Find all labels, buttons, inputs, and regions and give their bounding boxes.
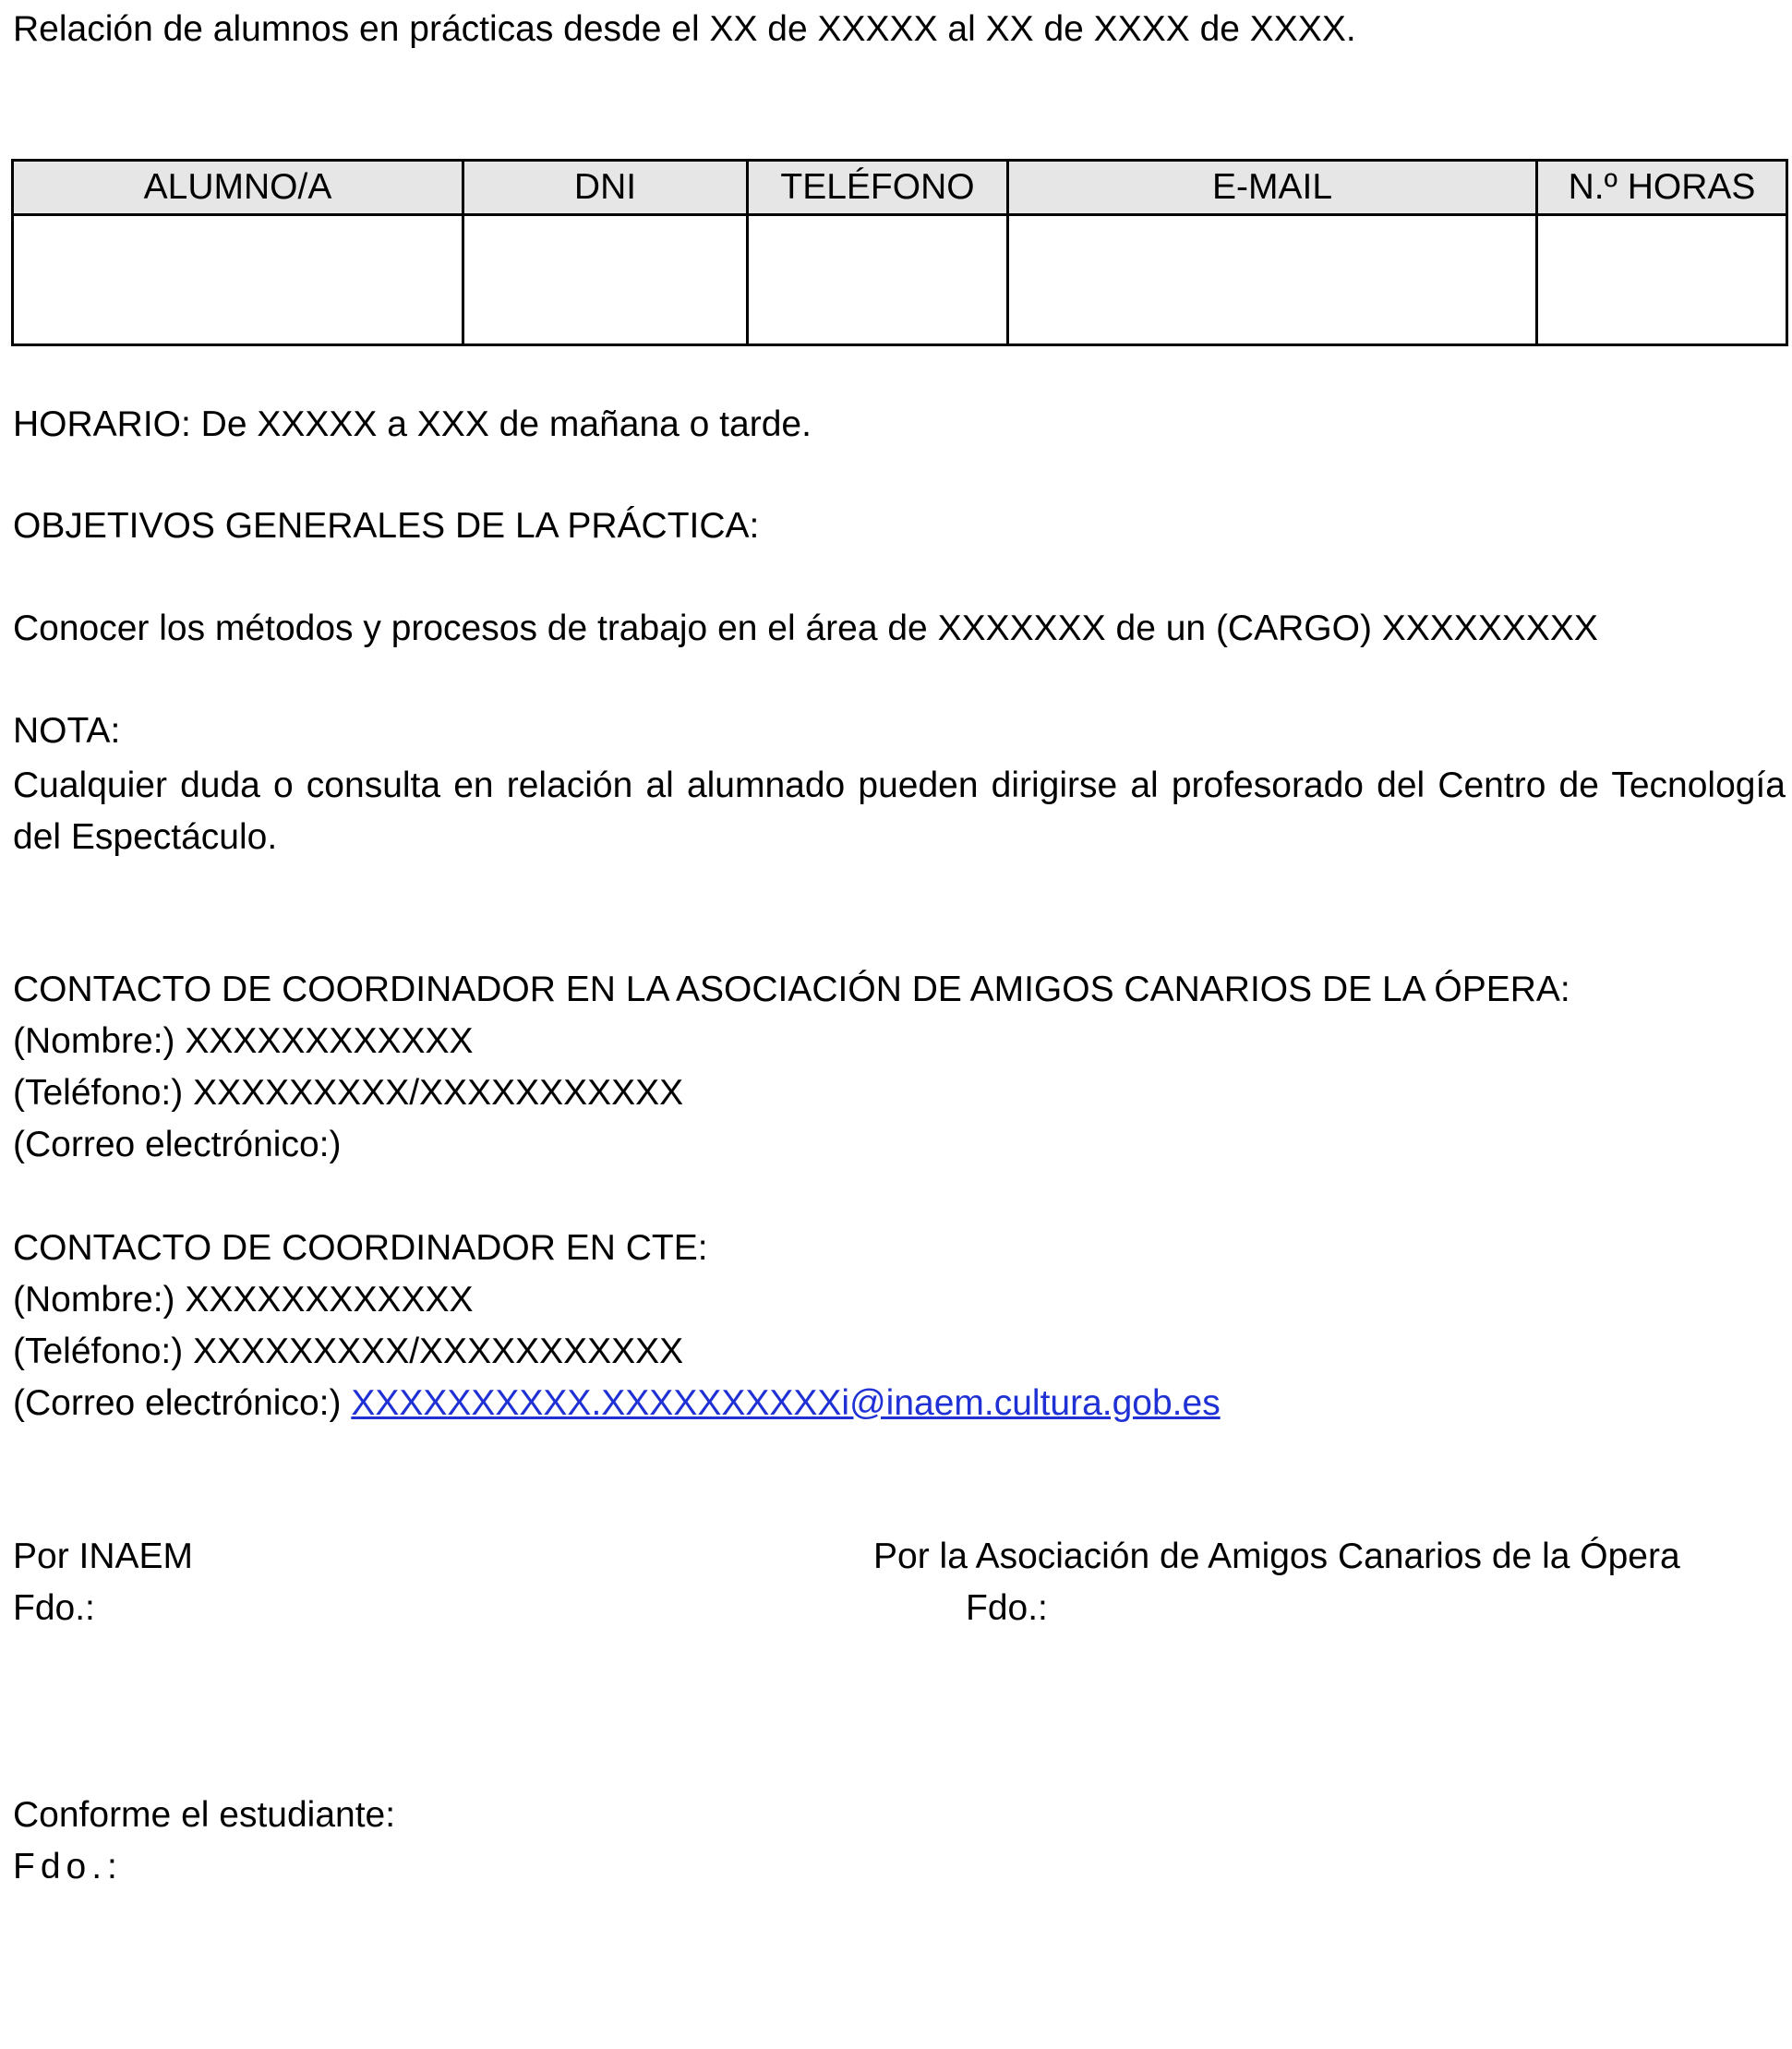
contact-cte-email-link[interactable]: XXXXXXXXXX.XXXXXXXXXXi@inaem.cultura.gob.es (351, 1383, 1221, 1423)
contact-opera-heading: CONTACTO DE COORDINADOR EN LA ASOCIACIÓN DE AMIGOS CANARIOS DE LA ÓPERA: (13, 970, 1570, 1009)
note-paragraph: Cualquier duda o consulta en relación al alumnado pueden dirigirse al profesorado del Centro de Tecnología del Espectáculo. (13, 765, 1786, 857)
contact-cte-heading: CONTACTO DE COORDINADOR EN CTE: (13, 1228, 708, 1268)
column-header-email: E-MAIL (1008, 161, 1537, 215)
contact-cte-name: (Nombre:) XXXXXXXXXXXX (13, 1280, 474, 1320)
objectives-text: Conocer los métodos y procesos de trabajo en el área de XXXXXXX de un (CARGO) XXXXXXXXX (13, 609, 1598, 648)
contact-opera-name: (Nombre:) XXXXXXXXXXXX (13, 1021, 474, 1061)
column-header-telefono: TELÉFONO (748, 161, 1008, 215)
student-signature-fdo: Fdo.: (13, 1847, 123, 1886)
students-table (11, 159, 1788, 346)
objectives-heading: OBJETIVOS GENERALES DE LA PRÁCTICA: (13, 506, 760, 546)
column-header-horas: N.º HORAS (1537, 161, 1787, 215)
schedule-text: HORARIO: De XXXXX a XXX de mañana o tarde. (13, 404, 812, 444)
table-cell-dni (463, 215, 748, 345)
table-cell-email (1008, 215, 1537, 345)
contact-opera-email-label: (Correo electrónico:) (13, 1125, 342, 1164)
intro-text: Relación de alumnos en prácticas desde el XX de XXXXX al XX de XXXX de XXXX. (13, 9, 1356, 49)
note-heading: NOTA: (13, 711, 121, 751)
column-header-alumno: ALUMNO/A (13, 161, 463, 215)
signature-inaem-label: Por INAEM (13, 1537, 194, 1576)
signature-inaem-fdo: Fdo.: (13, 1588, 95, 1628)
contact-cte-email-label: (Correo electrónico:) (13, 1383, 342, 1423)
signature-opera-fdo: Fdo.: (966, 1588, 1048, 1628)
signature-opera-label: Por la Asociación de Amigos Canarios de la Ópera (873, 1537, 1680, 1576)
table-header-row (13, 161, 1787, 215)
contact-opera-phone: (Teléfono:) XXXXXXXXX/XXXXXXXXXXX (13, 1073, 684, 1113)
table-cell-telefono (748, 215, 1008, 345)
table-row (13, 215, 1787, 345)
contact-cte-phone: (Teléfono:) XXXXXXXXX/XXXXXXXXXXX (13, 1332, 684, 1371)
table-cell-alumno (13, 215, 463, 345)
student-agreement-label: Conforme el estudiante: (13, 1795, 396, 1835)
column-header-dni: DNI (463, 161, 748, 215)
table-cell-horas (1537, 215, 1787, 345)
contact-cte-email-row (13, 1381, 1221, 1426)
